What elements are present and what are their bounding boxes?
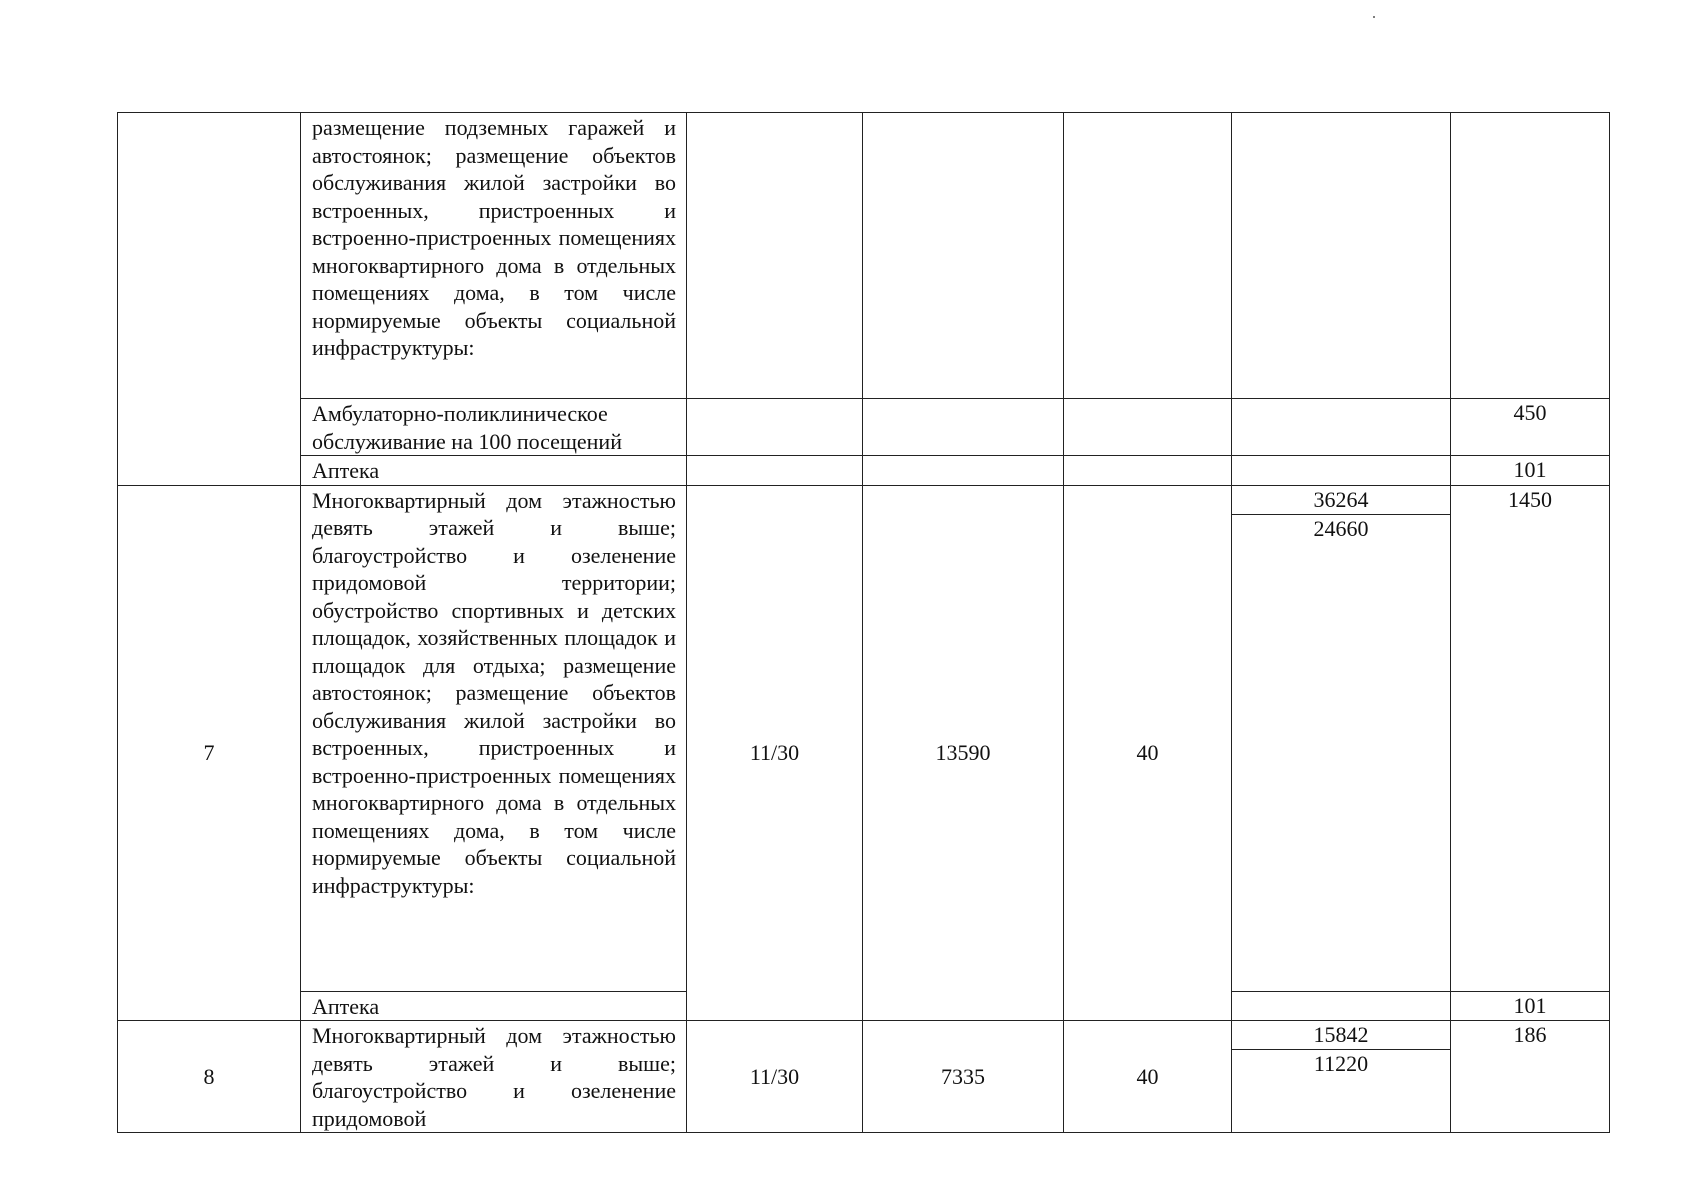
description-cell [301, 991, 687, 1021]
capacity-value: 186 [1513, 1022, 1547, 1047]
area-cell [863, 456, 1064, 486]
table-row-continuation [118, 113, 1610, 399]
description-text: Аптека [312, 993, 380, 1019]
total-area-cell [1232, 456, 1451, 486]
total-area-value: 36264 [1231, 486, 1451, 515]
area-cell [863, 485, 1064, 1021]
floors-cell [687, 113, 863, 399]
description-cell [301, 399, 687, 456]
area-cell [863, 399, 1064, 456]
description-text: Многоквартирный дом этажностью девять этажей и выше; благоустройство и озеленение придомовой территории; обустройство спортивных и детских площадок, хозяйственных площадок и площадок для отдыха; размещение автостоянок; размещение объектов обслуживания жилой застройки во встроенных, пристроенных и встроенно-пристроенных помещениях многоквартирного дома в отдельных помещениях дома, в том числе нормируемые объекты социальной инфраструктуры: [312, 487, 676, 898]
description-text: размещение подземных гаражей и автостоянок; размещение объектов обслуживания жилой застройки во встроенных, пристроенных и встроенно-пристроенных помещениях многоквартирного дома в отдельных помещениях дома, в том числе нормируемые объекты социальной инфраструктуры: [312, 115, 676, 360]
percent-cell [1064, 456, 1232, 486]
description-text: Амбулаторно-поликлиническое обслуживание на 100 посещений [312, 401, 622, 454]
total-area-cell [1232, 991, 1451, 1021]
capacity-cell [1451, 456, 1610, 486]
row-number: 7 [203, 740, 215, 765]
capacity-value: 101 [1513, 992, 1547, 1018]
area-value: 13590 [935, 740, 991, 765]
capacity-value: 450 [1513, 400, 1547, 425]
floors-cell [687, 456, 863, 486]
capacity-cell [1451, 991, 1610, 1021]
description-text: Аптека [312, 458, 380, 483]
description-cell [301, 456, 687, 486]
capacity-cell [1451, 399, 1610, 456]
percent-cell [1064, 1021, 1232, 1133]
total-area-cell [1232, 113, 1451, 399]
sub-area-value: 11220 [1313, 1051, 1369, 1076]
land-use-table [117, 112, 1610, 1133]
floors-value: 11/30 [749, 1063, 800, 1089]
percent-cell [1064, 399, 1232, 456]
floors-cell [687, 399, 863, 456]
floors-cell [687, 485, 863, 1021]
capacity-cell [1451, 1021, 1610, 1133]
area-cell [863, 1021, 1064, 1133]
scan-speck [1373, 16, 1375, 18]
floors-value: 11/30 [749, 740, 800, 765]
percent-value: 40 [1136, 1063, 1159, 1089]
row-number: 8 [203, 1063, 215, 1089]
total-area-cell [1232, 485, 1451, 991]
table-row-pharmacy [118, 456, 1610, 486]
percent-cell [1064, 485, 1232, 1021]
sub-area-value: 24660 [1313, 515, 1369, 541]
row-number-cell [118, 113, 301, 486]
description-text: Многоквартирный дом этажностью девять этажей и выше; благоустройство и озеленение придомовой [312, 1023, 676, 1131]
row-number-cell [118, 485, 301, 1021]
description-cell [301, 485, 687, 991]
capacity-value: 1450 [1508, 486, 1552, 512]
description-cell [301, 1021, 687, 1133]
table-row-8 [118, 1021, 1610, 1133]
floors-cell [687, 1021, 863, 1133]
row-number-cell [118, 1021, 301, 1133]
area-value: 7335 [941, 1063, 985, 1089]
total-area-cell [1232, 1021, 1451, 1133]
area-cell [863, 113, 1064, 399]
description-cell [301, 113, 687, 399]
table-row-7 [118, 485, 1610, 991]
total-area-value: 15842 [1231, 1021, 1451, 1050]
capacity-cell [1451, 113, 1610, 399]
percent-cell [1064, 113, 1232, 399]
capacity-cell [1451, 485, 1610, 991]
table-row-ambulatory [118, 399, 1610, 456]
capacity-value: 101 [1513, 457, 1547, 482]
total-area-cell [1232, 399, 1451, 456]
percent-value: 40 [1136, 740, 1159, 765]
